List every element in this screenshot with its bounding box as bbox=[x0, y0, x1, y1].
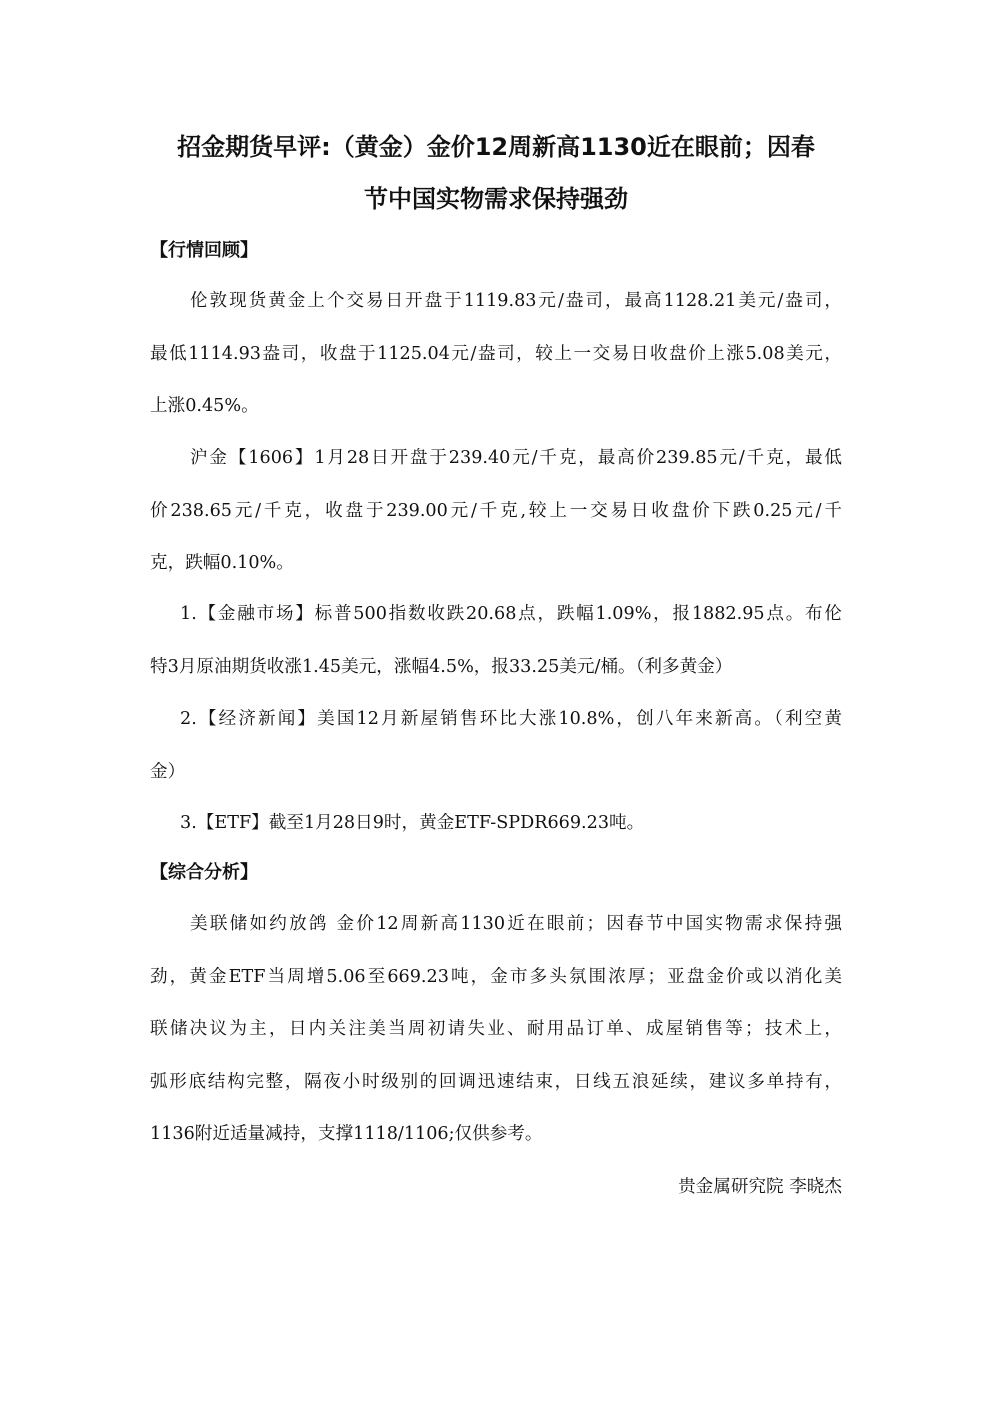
list-item-financial-market bbox=[150, 588, 842, 693]
paragraph-line: 劲，黄金ETF当周增5.06至669.23吨，金市多头氛围浓厚；亚盘金价或以消化美 bbox=[150, 966, 842, 987]
list-item-economic-news bbox=[150, 693, 842, 798]
paragraph-line: 1136附近适量减持，支撑1118/1106;仅供参考。 bbox=[150, 1124, 543, 1144]
author-signature: 贵金属研究院 李晓杰 bbox=[678, 1177, 842, 1197]
paragraph-line: 联储决议为主，日内关注美当周初请失业、耐用品订单、成屋销售等；技术上， bbox=[150, 1019, 842, 1039]
paragraph-line: 2.【经济新闻】美国12月新屋销售环比大涨10.8%，创八年来新高。（利空黄 bbox=[180, 709, 842, 729]
paragraph-line: 沪金【1606】1月28日开盘于239.40元/千克，最高价239.85元/千克，最低 bbox=[190, 448, 842, 468]
list-item-etf bbox=[150, 797, 842, 850]
paragraph-line: 上涨0.45%。 bbox=[150, 396, 259, 416]
paragraph-london-gold bbox=[150, 275, 842, 433]
paragraph-line: 美联储如约放鸽 金价12周新高1130近在眼前；因春节中国实物需求保持强 bbox=[190, 914, 842, 934]
paragraph-line: 1.【金融市场】标普500指数收跌20.68点，跌幅1.09%，报1882.95点。布伦 bbox=[180, 604, 842, 624]
section-heading-review: 【行情回顾】 bbox=[150, 240, 258, 261]
paragraph-analysis bbox=[150, 898, 842, 1161]
paragraph-line: 最低1114.93盎司，收盘于1125.04元/盎司，较上一交易日收盘价上涨5.08美元， bbox=[150, 343, 842, 364]
paragraph-line: 金） bbox=[150, 761, 186, 782]
paragraph-line: 弧形底结构完整，隔夜小时级别的回调迅速结束，日线五浪延续，建议多单持有， bbox=[150, 1071, 842, 1092]
section-heading-analysis: 【综合分析】 bbox=[150, 862, 258, 883]
paragraph-line: 特3月原油期货收涨1.45美元，涨幅4.5%，报33.25美元/桶。（利多黄金） bbox=[150, 656, 733, 677]
paragraph-line: 价238.65元/千克，收盘于239.00元/千克,较上一交易日收盘价下跌0.25元/千 bbox=[150, 500, 842, 521]
paragraph-line: 克，跌幅0.10%。 bbox=[150, 553, 294, 573]
document-title-line-2: 节中国实物需求保持强劲 bbox=[364, 185, 628, 213]
paragraph-line: 3.【ETF】截至1月28日9时，黄金ETF-SPDR669.23吨。 bbox=[180, 813, 645, 833]
document-title-line-1: 招金期货早评:（黄金）金价12周新高1130近在眼前；因春 bbox=[177, 133, 815, 161]
paragraph-shanghai-gold bbox=[150, 432, 842, 590]
paragraph-line: 伦敦现货黄金上个交易日开盘于1119.83元/盎司，最高1128.21美元/盎司， bbox=[190, 291, 842, 311]
